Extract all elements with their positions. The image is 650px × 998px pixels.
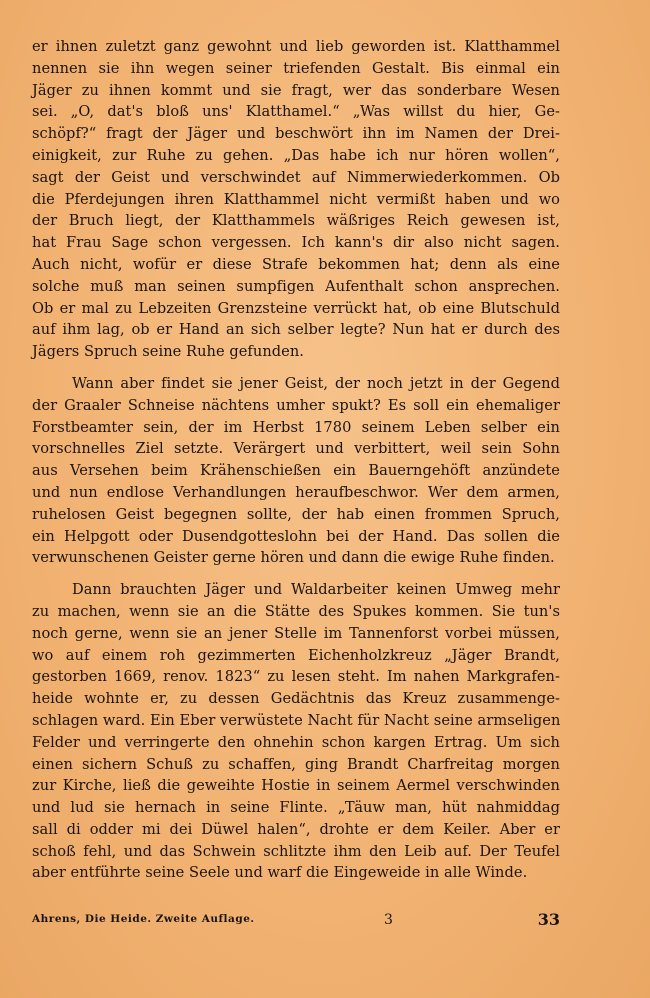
text-line: die Pferdejungen ihren Klatthammel nicht vermißt haben und wo xyxy=(32,190,560,208)
text-line: nennen sie ihn wegen seiner triefenden Gestalt. Bis einmal ein xyxy=(32,59,560,77)
text-line: aus Versehen beim Krähenschießen ein Bauerngehöft anzündete xyxy=(32,462,560,480)
signature-mark: Ahrens, Die Heide. Zweite Auflage. xyxy=(32,913,255,925)
text-line: ein Helpgott oder Dusendgotteslohn bei der Hand. Das sollen die xyxy=(32,527,560,545)
text-line: wo auf einem roh gezimmerten Eichenholzkreuz „Jäger Brandt, xyxy=(32,646,560,664)
text-line: einen sichern Schuß zu schaffen, ging Brandt Charfreitag morgen xyxy=(32,755,560,773)
text-line: und nun endlose Verhandlungen heraufbeschwor. Wer dem armen, xyxy=(32,483,560,501)
text-line: noch gerne, wenn sie an jener Stelle im Tannenforst vorbei müssen, xyxy=(32,624,560,642)
text-line: schlagen ward. Ein Eber verwüstete Nacht für Nacht seine armseligen xyxy=(32,711,561,729)
text-line: sagt der Geist und verschwindet auf Nimmerwiederkommen. Ob xyxy=(32,168,560,186)
paragraph-1 xyxy=(32,36,560,363)
text-line: ruhelosen Geist begegnen sollte, der hab einen frommen Spruch, xyxy=(32,505,560,523)
text-line: sei. „O, dat's bloß uns' Klatthamel.“ „Was willst du hier, Ge- xyxy=(32,103,560,121)
paragraph-2 xyxy=(32,373,560,569)
text-line: schöpf?“ fragt der Jäger und beschwört ihn im Namen der Drei- xyxy=(32,125,560,143)
text-line: solche muß man seinen sumpfigen Aufenthalt schon ansprechen. xyxy=(32,277,560,295)
text-line: heide wohnte er, zu dessen Gedächtnis das Kreuz zusammenge- xyxy=(32,690,560,708)
page-text xyxy=(32,36,560,884)
text-line: sall di odder mi dei Düwel halen“, drohte er dem Keiler. Aber er xyxy=(32,820,560,838)
paragraph-3 xyxy=(32,579,560,884)
text-line: er ihnen zuletzt ganz gewohnt und lieb geworden ist. Klatthammel xyxy=(32,38,560,55)
text-line: Forstbeamter sein, der im Herbst 1780 seinem Leben selber ein xyxy=(32,418,560,436)
page-footer xyxy=(32,910,560,932)
text-line: vorschnelles Ziel setzte. Verärgert und verbittert, weil sein Sohn xyxy=(32,440,560,458)
text-line: Dann brauchten Jäger und Waldarbeiter keinen Umweg mehr xyxy=(72,581,560,599)
text-line: Felder und verringerte den ohnehin schon kargen Ertrag. Um sich xyxy=(32,733,560,751)
text-line: der Bruch liegt, der Klatthammels wäßriges Reich gewesen ist, xyxy=(32,212,560,230)
text-line: Jäger zu ihnen kommt und sie fragt, wer das sonderbare Wesen xyxy=(32,81,560,99)
text-line: einigkeit, zur Ruhe zu gehen. „Das habe ich nur hören wollen“, xyxy=(32,146,560,164)
text-line: hat Frau Sage schon vergessen. Ich kann's dir also nicht sagen. xyxy=(32,234,560,252)
text-line: Ob er mal zu Lebzeiten Grenzsteine verrückt hat, ob eine Blutschuld xyxy=(32,299,560,317)
text-line: Auch nicht, wofür er diese Strafe bekommen hat; denn als eine xyxy=(32,255,560,273)
page-number: 33 xyxy=(537,910,560,929)
text-line: Jägers Spruch seine Ruhe gefunden. xyxy=(32,343,304,361)
text-line: verwunschenen Geister gerne hören und dann die ewige Ruhe finden. xyxy=(32,549,555,567)
text-line: schoß fehl, und das Schwein schlitzte ihm den Leib auf. Der Teufel xyxy=(32,842,560,860)
text-line: der Graaler Schneise nächtens umher spukt? Es soll ein ehemaliger xyxy=(32,396,560,414)
text-line: auf ihm lag, ob er Hand an sich selber legte? Nun hat er durch des xyxy=(32,321,560,339)
text-line: zur Kirche, ließ die geweihte Hostie in seinem Aermel verschwinden xyxy=(32,777,560,795)
text-line: gestorben 1669, renov. 1823“ zu lesen steht. Im nahen Markgrafen- xyxy=(32,668,560,686)
text-line: zu machen, wenn sie an die Stätte des Spukes kommen. Sie tun's xyxy=(32,602,560,620)
text-line: Wann aber findet sie jener Geist, der noch jetzt in der Gegend xyxy=(72,374,560,392)
text-line: und lud sie hernach in seine Flinte. „Täuw man, hüt nahmiddag xyxy=(32,799,560,817)
text-line: aber entführte seine Seele und warf die Eingeweide in alle Winde. xyxy=(32,864,528,882)
signature-number: 3 xyxy=(384,912,393,928)
